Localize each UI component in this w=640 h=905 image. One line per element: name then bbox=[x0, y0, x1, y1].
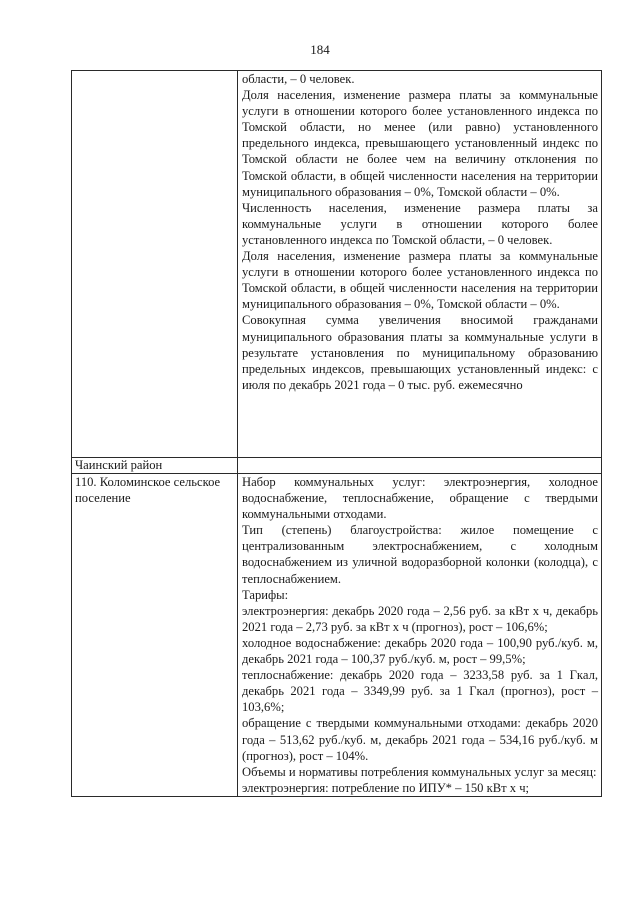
row-label-cell bbox=[72, 71, 238, 458]
paragraph: обращение с твердыми коммунальными отходами: декабрь 2020 года – 513,62 руб./куб. м, декабрь 2021 года – 534,16 руб./куб. м (прогноз), рост – 104%. bbox=[242, 716, 598, 763]
paragraph: Объемы и нормативы потребления коммунальных услуг за месяц: bbox=[242, 764, 597, 779]
paragraph: Совокупная сумма увеличения вносимой гражданами муниципального образования платы за коммунальные услуги в результате установления по муниципальному образованию предельных индексов, превышающих установленный индекс: с июля по декабрь 2021 года – 0 тыс. руб. ежемесячно bbox=[242, 313, 598, 392]
paragraph: Набор коммунальных услуг: электроэнергия, холодное водоснабжение, теплоснабжение, обращение с твердыми коммунальными отходами. bbox=[242, 475, 598, 522]
paragraph: Численность населения, изменение размера платы за коммунальные услуги в отношении которого более установленного индекса по Томской области, – 0 человек. bbox=[242, 200, 598, 247]
paragraph: электроэнергия: декабрь 2020 года – 2,56 руб. за кВт х ч, декабрь 2021 года – 2,73 руб. за кВт х ч (прогноз), рост – 106,6%; bbox=[242, 603, 598, 634]
paragraph: области, – 0 человек. bbox=[242, 72, 355, 86]
paragraph: Тарифы: bbox=[242, 587, 289, 602]
table-row-region bbox=[72, 458, 602, 474]
region-name-cell: Чаинский район bbox=[72, 458, 238, 474]
settlement-content-cell bbox=[238, 474, 602, 797]
paragraph: холодное водоснабжение: декабрь 2020 года – 100,90 руб./куб. м, декабрь 2021 года – 100,37 руб./куб. м, рост – 99,5%; bbox=[242, 635, 598, 667]
table-row bbox=[72, 71, 602, 458]
table-row bbox=[72, 474, 602, 797]
paragraph: Тип (степень) благоустройства: жилое помещение с централизованным электроснабжением, с холодным водоснабжением из уличной водоразборной колонки (колодца), с теплоснабжением. bbox=[242, 523, 598, 586]
row-content-cell bbox=[238, 71, 602, 458]
region-content-cell bbox=[238, 458, 602, 474]
paragraph: электроэнергия: потребление по ИПУ* – 150 кВт х ч; bbox=[242, 780, 530, 795]
paragraph: Доля населения, изменение размера платы за коммунальные услуги в отношении которого более установленного индекса по Томской области, но менее (или равно) установленного предельного индекса, превышающего установленный индекс по Томской области не более чем на величину отклонения по Томской области, в общей численности населения на территории муниципального образования – 0%, Томской области – 0%. bbox=[242, 88, 598, 199]
document-table bbox=[71, 70, 602, 797]
settlement-name-cell: 110. Коломинское сельское поселение bbox=[72, 474, 238, 797]
paragraph: Доля населения, изменение размера платы за коммунальные услуги в отношении которого более установленного индекса по Томской области, в общей численности населения на территории муниципального образования – 0%, Томской области – 0%. bbox=[242, 249, 598, 312]
page-number: 184 bbox=[310, 42, 330, 57]
paragraph: теплоснабжение: декабрь 2020 года – 3233,58 руб. за 1 Гкал, декабрь 2021 года – 3349,99 руб. за 1 Гкал (прогноз), рост – 103,6%; bbox=[242, 668, 598, 715]
